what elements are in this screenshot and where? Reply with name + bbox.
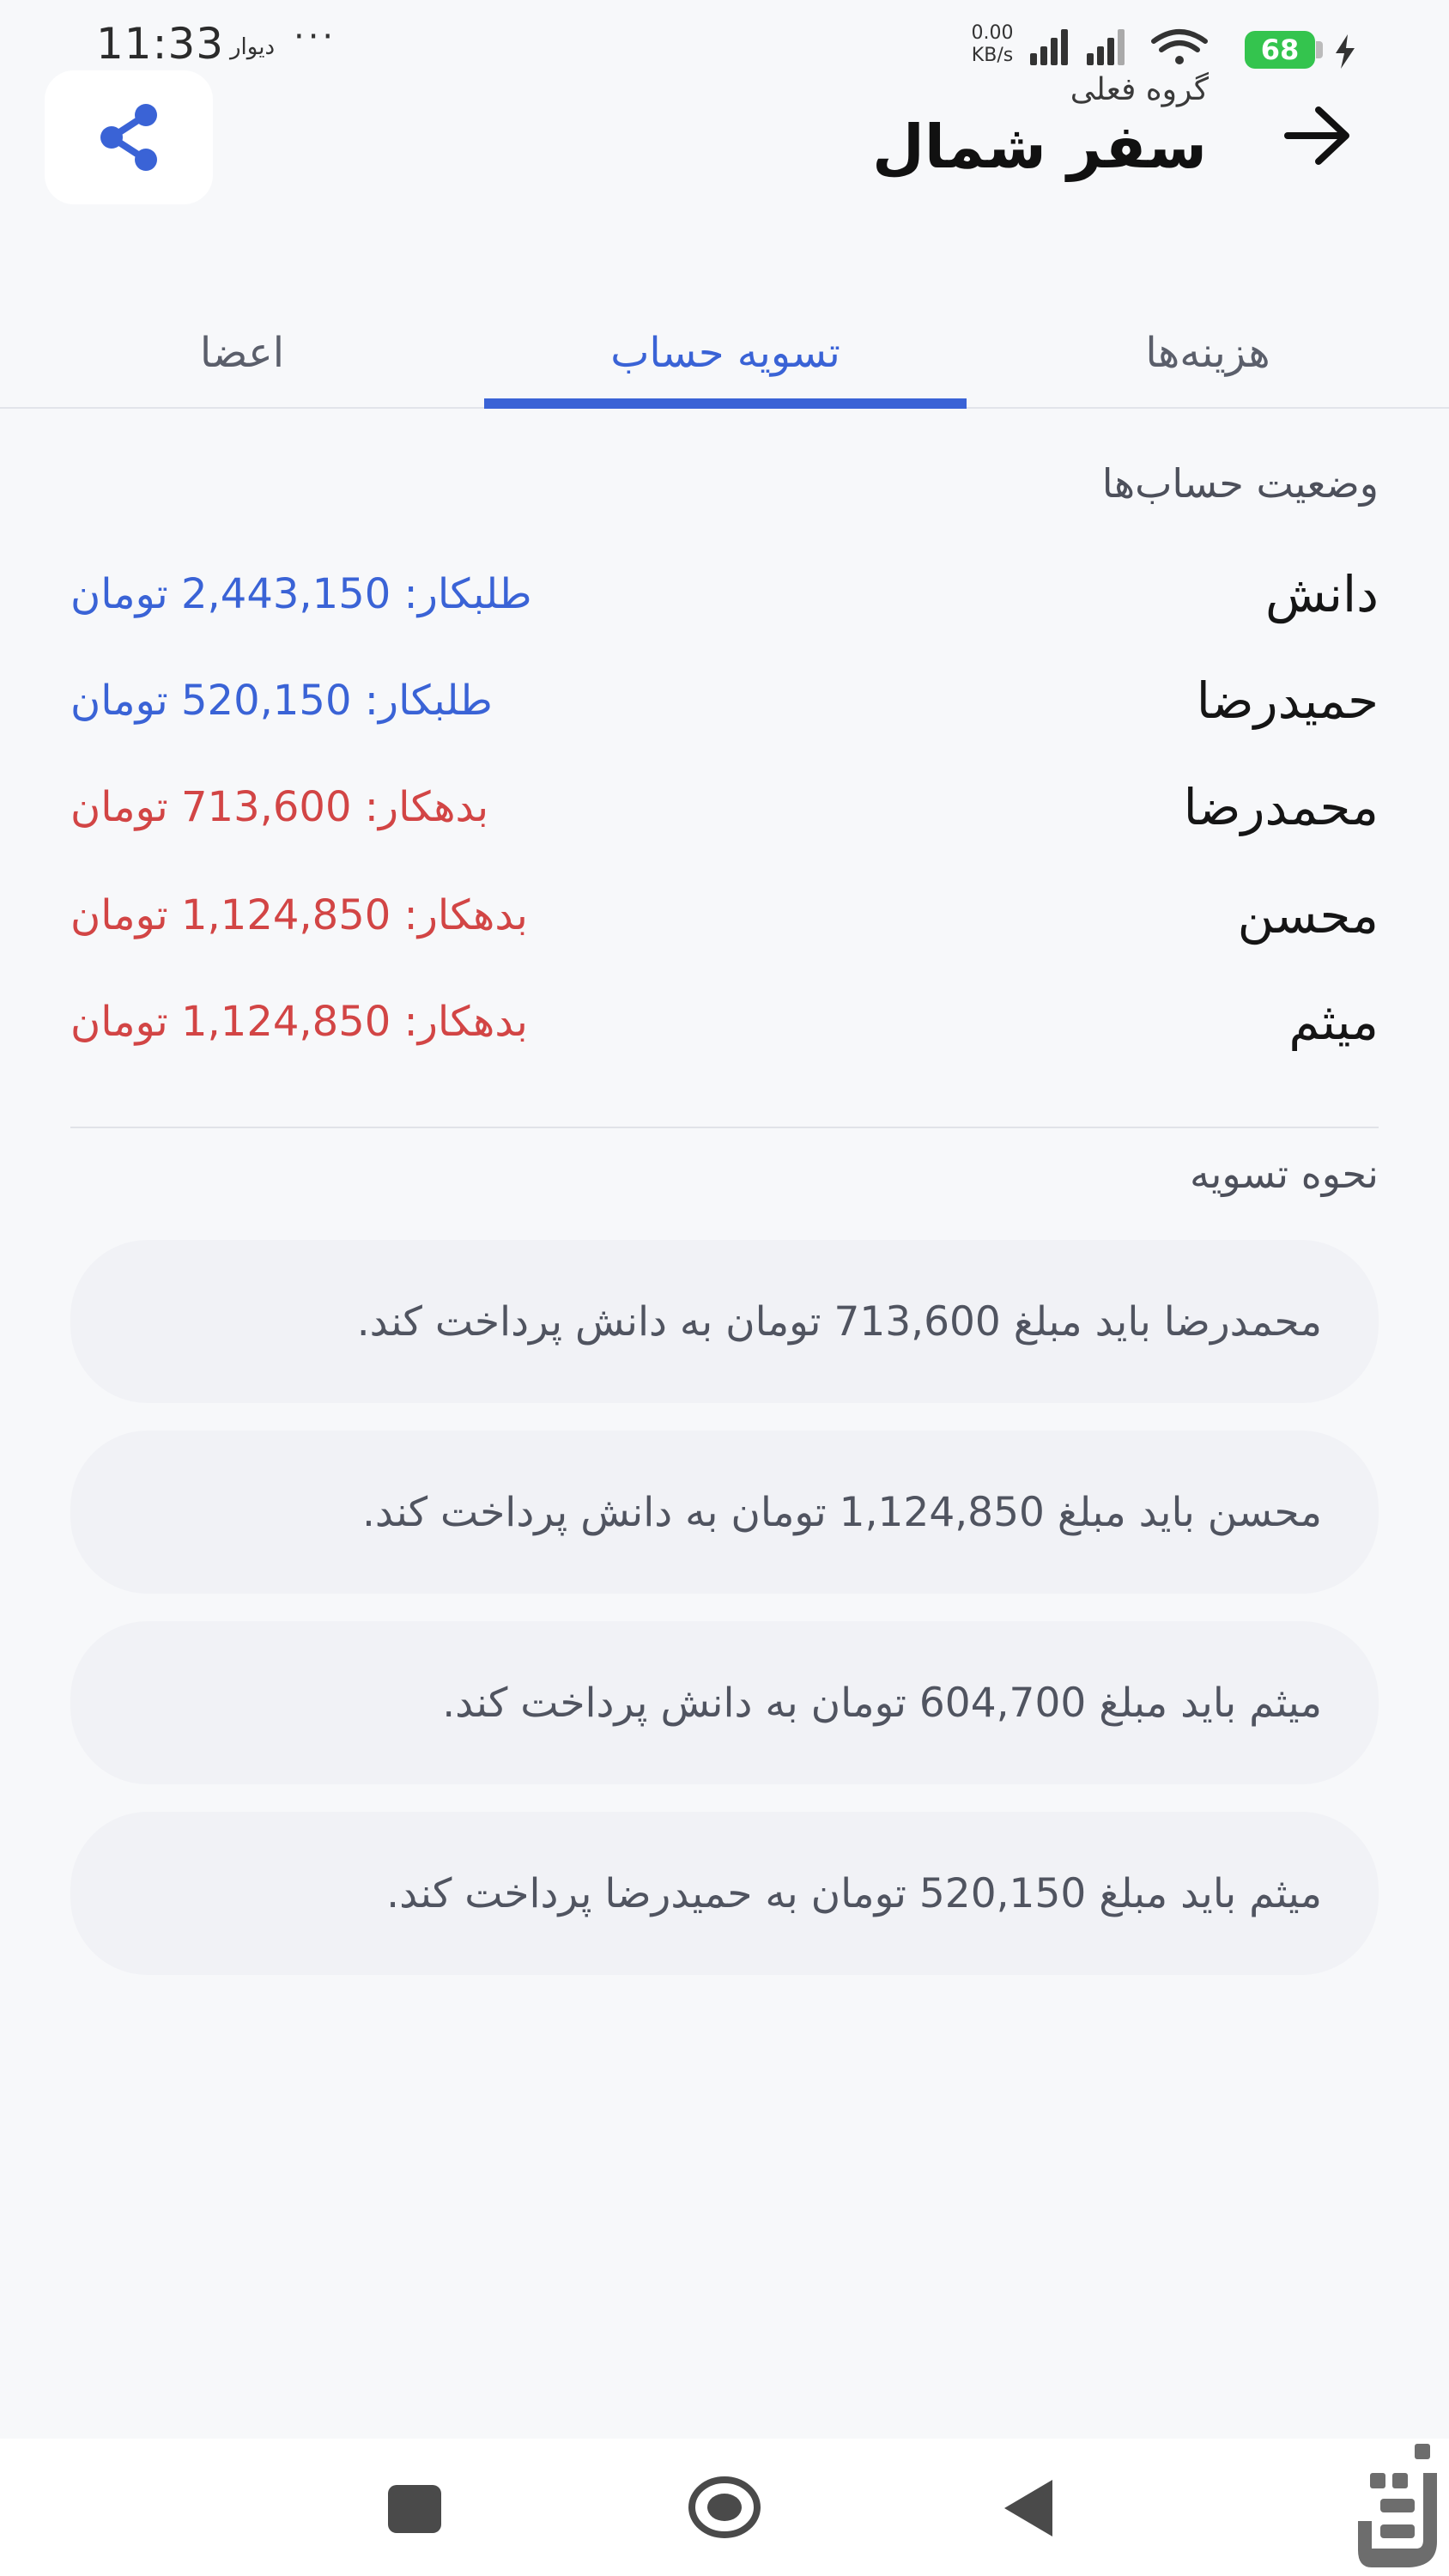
wifi-icon <box>1154 32 1205 64</box>
settlement-item: محمدرضا باید مبلغ 713,600 تومان به دانش پرداخت کند. <box>70 1240 1379 1403</box>
balance-amount: بدهکار: 1,124,850 تومان <box>70 891 528 939</box>
battery-cap <box>1316 41 1323 58</box>
balance-row <box>70 560 1379 629</box>
balance-amount: بدهکار: 713,600 تومان <box>70 783 489 831</box>
settlement-item: میثم باید مبلغ 604,700 تومان به دانش پرداخت کند. <box>70 1621 1379 1784</box>
balance-row <box>70 987 1379 1056</box>
member-name: میثم <box>1288 993 1379 1051</box>
network-speed <box>961 22 1023 67</box>
status-more-dots: ··· <box>294 17 337 57</box>
back-triangle-icon[interactable] <box>999 2476 1059 2540</box>
active-tab-indicator <box>484 398 967 409</box>
section-divider <box>70 1127 1379 1128</box>
status-time: 11:33 <box>96 19 225 69</box>
group-subtitle: گروه فعلی <box>1070 72 1209 107</box>
recent-apps-button[interactable] <box>388 2485 441 2533</box>
share-icon <box>93 103 165 172</box>
settlement-item: محسن باید مبلغ 1,124,850 تومان به دانش پرداخت کند. <box>70 1431 1379 1594</box>
tab-expenses[interactable]: هزینه‌ها <box>1145 329 1270 377</box>
share-button[interactable] <box>45 70 213 204</box>
balance-row <box>70 666 1379 735</box>
signal-wifi-icons <box>1027 27 1241 70</box>
member-name: محسن <box>1237 886 1379 945</box>
network-speed-value: 0.00 <box>971 22 1014 44</box>
balances-title: وضعیت حساب‌ها <box>1101 460 1379 507</box>
tab-settlement[interactable]: تسویه حساب <box>610 329 840 377</box>
balance-amount: طلبکار: 2,443,150 تومان <box>70 570 532 618</box>
group-title: سفر شمال <box>872 112 1207 182</box>
store-logo-icon <box>1355 2439 1449 2576</box>
status-app-name: دیوار <box>230 34 276 60</box>
settlement-item: میثم باید مبلغ 520,150 تومان به حمیدرضا پرداخت کند. <box>70 1812 1379 1975</box>
signal-icon-1 <box>1030 29 1068 65</box>
balance-amount: بدهکار: 1,124,850 تومان <box>70 998 528 1046</box>
balance-amount: طلبکار: 520,150 تومان <box>70 677 493 725</box>
signal-icon-2 <box>1087 29 1125 65</box>
settlement-title: نحوه تسویه <box>1189 1151 1379 1197</box>
network-speed-unit: KB/s <box>971 45 1014 66</box>
balance-row <box>70 881 1379 950</box>
member-name: دانش <box>1264 565 1379 623</box>
battery-indicator: 68 <box>1245 31 1315 69</box>
member-name: حمیدرضا <box>1196 671 1379 730</box>
tab-members[interactable]: اعضا <box>199 329 285 377</box>
charging-icon <box>1332 34 1358 69</box>
home-button-icon[interactable] <box>687 2473 762 2542</box>
member-name: محمدرضا <box>1183 778 1379 836</box>
arrow-right-icon[interactable] <box>1279 101 1356 170</box>
balance-row <box>70 773 1379 841</box>
